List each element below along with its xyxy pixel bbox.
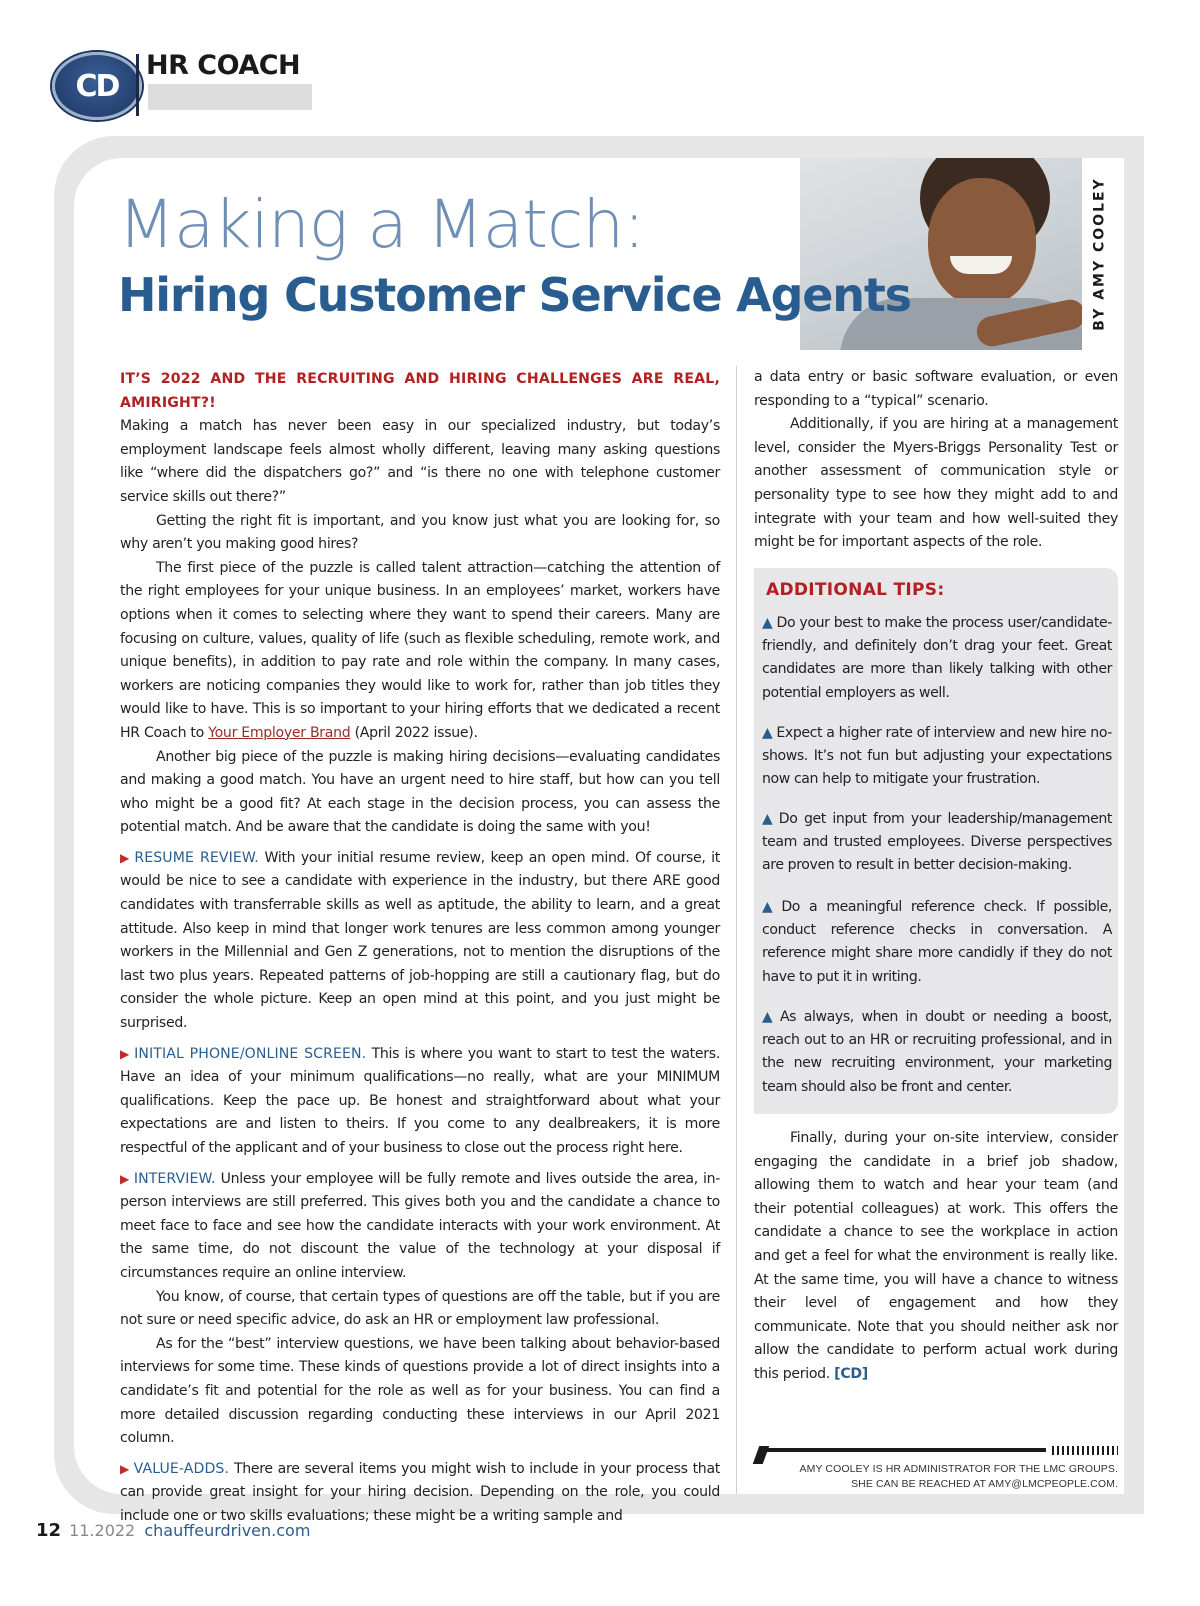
closing-paragraph-block: [754, 1127, 1118, 1387]
section-interview: [120, 1168, 720, 1286]
bio-divider: [756, 1446, 1118, 1454]
triangle-icon: ▲: [762, 899, 778, 915]
byline-strip: [1082, 158, 1118, 350]
right-column: [754, 366, 1118, 555]
continued-text: a data entry or basic software evaluation, or even responding to a “typical” scenario.: [754, 369, 1118, 409]
arrow-icon: ▶: [120, 1171, 130, 1186]
tip-item: [762, 722, 1112, 792]
tip-text: Do get input from your leadership/management team and trusted employees. Diverse perspectives are proven to result in better decision-making.: [762, 811, 1112, 874]
cd-logo: [52, 52, 142, 120]
section-phone-screen: [120, 1043, 720, 1161]
section-band: [148, 84, 312, 110]
cd-logo-mark: CD: [52, 52, 142, 120]
tip-item: [762, 612, 1112, 705]
closing-paragraph: [754, 1127, 1118, 1387]
section-head: VALUE-ADDS.: [133, 1460, 230, 1477]
additional-tips-box: [754, 568, 1118, 1114]
section-text: With your initial resume review, keep an open mind. Of course, it would be nice to see a candidate with experience in the industry, but there ARE good candidates with transferrable skills as well as aptitude, the ability to learn, and a great attitude. Also keep in mind that longer work tenures are less common among younger workers in the Millennial and Gen Z generations, not to mention the disruptions of the last two plus years. Repeated patterns of job-hopping are still a cautionary flag, but do consider the whole picture. Keep an open mind at this point, and you just might be surprised.: [120, 849, 721, 1032]
column-divider: [736, 366, 737, 1494]
section-text: There are several items you might wish to include in your process that can provide great insight for your hiring decision. Depending on the role, you could include one or two skills evaluations; these might be a writing sample and: [120, 1460, 721, 1524]
tip-text: Do your best to make the process user/candidate-friendly, and definitely don’t drag your feet. Great candidates are more than likely talking with other potential employers as well.: [762, 615, 1112, 701]
arrow-icon: ▶: [120, 1461, 130, 1476]
tip-text: Expect a higher rate of interview and new hire no-shows. It’s not fun but adjusting your expectations now can help to mitigate your frustration.: [762, 725, 1112, 788]
paragraph: You know, of course, that certain types of questions are off the table, but if you are not sure or need specific advice, do ask an HR or employment law professional.: [120, 1288, 720, 1329]
triangle-icon: ▲: [762, 1009, 776, 1025]
closing-text: Finally, during your on-site interview, consider engaging the candidate in a brief job shadow, allowing them to watch and hear your team (and their potential colleagues) at work. This offers the candidate a chance to see the workplace in action and get a feel for what the environment is really like. At the same time, you will have a chance to witness their level of engagement and how they communicate. Note that you should neither ask nor allow the candidate to perform actual work during this period.: [754, 1130, 1118, 1382]
website-link[interactable]: chauffeurdriven.com: [144, 1521, 311, 1540]
author-bio: AMY COOLEY IS HR ADMINISTRATOR FOR THE LMC GROUPS. SHE CAN BE REACHED AT AMY@LMCPEOPLE.COM.: [799, 1463, 1118, 1490]
talent-text: The first piece of the puzzle is called talent attraction—catching the attention of the right employees for your unique business. In an employees’ market, workers have options when it comes to selecting where they want to spend their careers. Many are focusing on culture, values, quality of life (such as flexible scheduling, remote work, and unique benefits), in addition to pay rate and role within the company. In many cases, workers are noticing companies they would like to work for, rather than job titles they would like to have. This is so important to your hiring efforts that we dedicated a recent HR Coach to: [120, 559, 720, 741]
headline-line1: Making a Match:: [118, 186, 645, 263]
section-title: HR COACH: [146, 50, 301, 81]
paragraph: Getting the right fit is important, and you know just what you are looking for, so why aren’t you making good hires?: [120, 512, 720, 553]
arrow-icon: ▶: [120, 850, 131, 865]
tips-title: ADDITIONAL TIPS:: [766, 580, 945, 600]
section-text: Unless your employee will be fully remote and lives outside the area, in-person interviews are still preferred. This gives both you and the candidate a chance to meet face to face and see how the candidate interacts with your work environment. At the same time, do not discount the value of the technology at your disposal if circumstances require an online interview.: [120, 1170, 721, 1281]
arrow-icon: ▶: [120, 1046, 131, 1061]
issue-date: 11.2022: [69, 1521, 136, 1540]
intro-text: Making a match has never been easy in our specialized industry, but today’s employment landscape feels almost wholly different, leaving many asking questions like “where did the dispatchers go?” and “is there no one with telephone customer service skills out there?”: [120, 418, 720, 505]
talent-paragraph: [120, 557, 720, 746]
headline-line2: Hiring Customer Service Agents: [118, 268, 911, 322]
header-divider: [136, 54, 139, 116]
section-text: This is where you want to start to test the waters. Have an idea of your minimum qualifications—no really, what are your MINIMUM qualifications. Keep the pace up. Be honest and straightforward about what your expectations are and listen to theirs. If you come to any dealbreakers, it is more respectful of the applicant and of your business to close out the process right here.: [120, 1045, 720, 1156]
page-footer: [36, 1520, 310, 1541]
tip-item: [762, 1006, 1112, 1099]
end-mark: [CD]: [834, 1365, 868, 1382]
page-number: 12: [36, 1520, 62, 1541]
triangle-icon: ▲: [762, 615, 773, 631]
employer-brand-link[interactable]: Your Employer Brand: [208, 724, 351, 741]
section-value-adds: [120, 1458, 720, 1529]
paragraph: Additionally, if you are hiring at a management level, consider the Myers-Briggs Personality Test or another assessment of communication style or personality type to see how they might add to and integrate with your team and how well-suited they might be for important aspects of the role.: [754, 416, 1118, 551]
paragraph: Another big piece of the puzzle is making hiring decisions—evaluating candidates and making a good match. You have an urgent need to hire staff, but how can you tell who might be a good fit? At each stage in the decision process, you can assess the potential match. And be aware that the candidate is doing the same with you!: [120, 748, 720, 836]
lead-in: IT’S 2022 AND THE RECRUITING AND HIRING CHALLENGES ARE REAL, AMIRIGHT?!: [120, 371, 720, 411]
section-head: INITIAL PHONE/ONLINE SCREEN.: [134, 1045, 367, 1062]
tip-item: [762, 896, 1112, 989]
left-column: [120, 368, 720, 1529]
tip-text: As always, when in doubt or needing a boost, reach out to an HR or recruiting professional, and in the new recruiting environment, your marketing team should also be front and center.: [762, 1009, 1112, 1095]
section-resume-review: [120, 847, 720, 1036]
paragraph: As for the “best” interview questions, we have been talking about behavior-based interviews for some time. These kinds of questions provide a lot of direct insights into a candidate’s fit and potential for the role as well as for your business. You can find a more detailed discussion regarding conducting these interviews in our April 2021 column.: [120, 1335, 720, 1447]
tip-item: [762, 808, 1112, 878]
talent-text-end: (April 2022 issue).: [354, 724, 478, 741]
section-head: RESUME REVIEW.: [134, 849, 259, 866]
triangle-icon: ▲: [762, 811, 775, 827]
triangle-icon: ▲: [762, 725, 773, 741]
tip-text: Do a meaningful reference check. If possible, conduct reference checks in conversation. A reference might share more candidly if they do not have to put it in writing.: [762, 899, 1112, 985]
intro-paragraph: [120, 368, 720, 510]
byline: BY AMY COOLEY: [1092, 177, 1108, 331]
section-head: INTERVIEW.: [133, 1170, 216, 1187]
